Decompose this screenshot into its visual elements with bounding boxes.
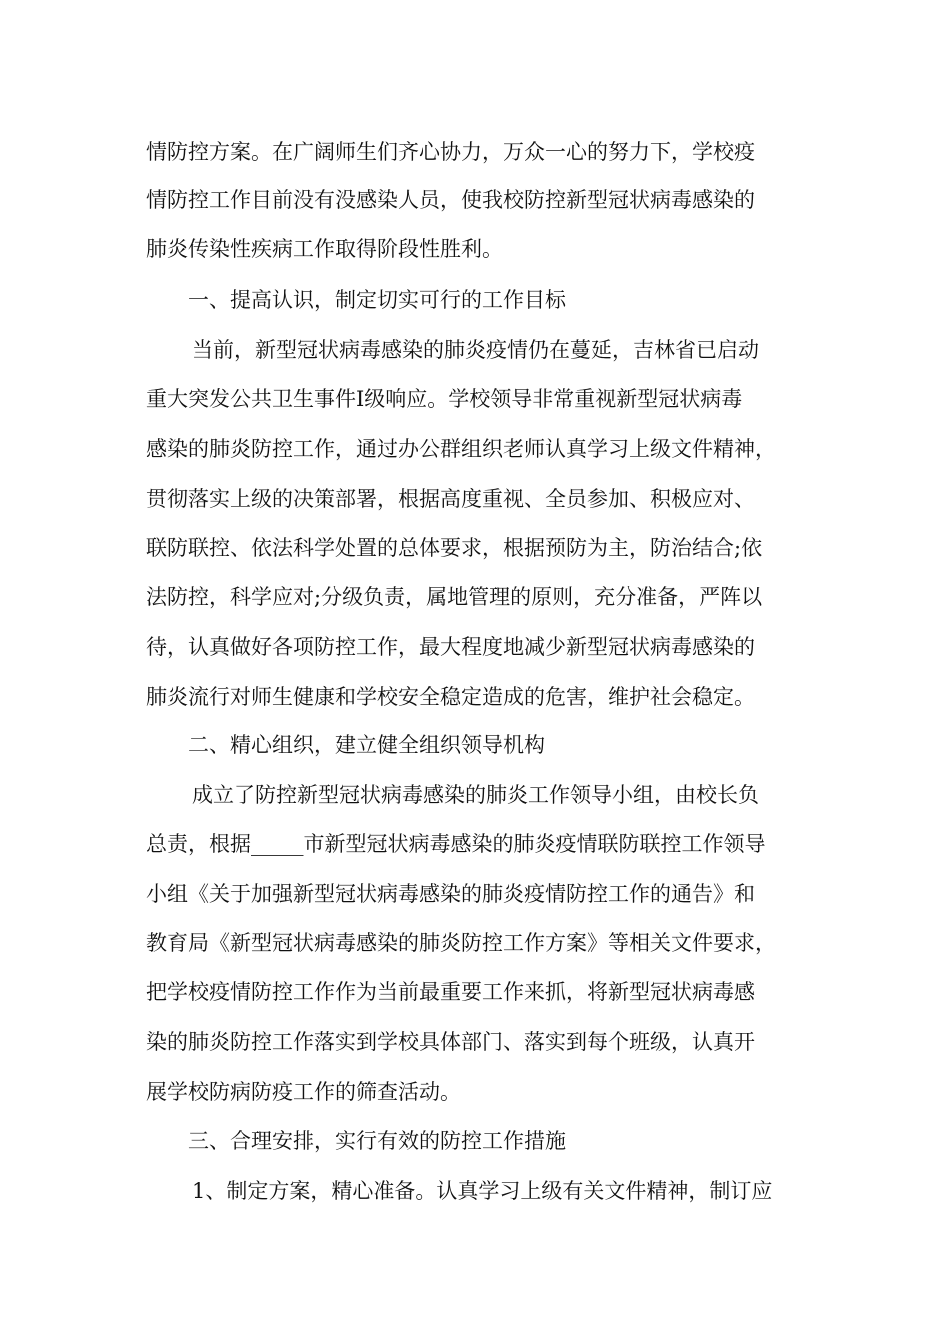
text-line: 待，认真做好各项防控工作，最大程度地减少新型冠状病毒感染的 <box>146 635 755 659</box>
text-line: 贯彻落实上级的决策部署，根据高度重视、全员参加、积极应对、 <box>146 487 755 511</box>
text-line: 重大突发公共卫生事件Ⅰ级响应。学校领导非常重视新型冠状病毒 <box>146 387 743 411</box>
text-line: 联防联控、依法科学处置的总体要求，根据预防为主，防治结合;依 <box>146 536 763 560</box>
text-line: 染的肺炎防控工作落实到学校具体部门、落实到每个班级，认真开 <box>146 1030 755 1054</box>
text-line: 法防控，科学应对;分级负责，属地管理的原则，充分准备，严阵以 <box>146 585 763 609</box>
text-line: 感染的肺炎防控工作，通过办公群组织老师认真学习上级文件精神， <box>146 437 776 461</box>
text-line: 肺炎流行对师生健康和学校安全稳定造成的危害，维护社会稳定。 <box>146 685 755 709</box>
text-line: 情防控方案。在广阔师生们齐心协力，万众一心的努力下，学校疫 <box>146 140 755 164</box>
text-line: 1、制定方案，精心准备。认真学习上级有关文件精神，制订应 <box>192 1179 773 1203</box>
section-heading: 一、提高认识，制定切实可行的工作目标 <box>188 288 566 312</box>
text-line: 小组《关于加强新型冠状病毒感染的肺炎疫情防控工作的通告》和 <box>146 882 755 906</box>
text-line: 总责，根据_____市新型冠状病毒感染的肺炎疫情联防联控工作领导 <box>146 832 766 856</box>
section-heading: 三、合理安排，实行有效的防控工作措施 <box>188 1129 566 1153</box>
text-line: 把学校疫情防控工作作为当前最重要工作来抓，将新型冠状病毒感 <box>146 980 755 1004</box>
text-line: 肺炎传染性疾病工作取得阶段性胜利。 <box>146 237 503 261</box>
text-line: 成立了防控新型冠状病毒感染的肺炎工作领导小组，由校长负 <box>192 783 759 807</box>
text-line: 当前，新型冠状病毒感染的肺炎疫情仍在蔓延，吉林省已启动 <box>192 338 759 362</box>
text-line: 教育局《新型冠状病毒感染的肺炎防控工作方案》等相关文件要求， <box>146 931 776 955</box>
section-heading: 二、精心组织，建立健全组织领导机构 <box>188 733 545 757</box>
text-line: 展学校防病防疫工作的筛查活动。 <box>146 1080 461 1104</box>
text-line: 情防控工作目前没有没感染人员，使我校防控新型冠状病毒感染的 <box>146 188 755 212</box>
